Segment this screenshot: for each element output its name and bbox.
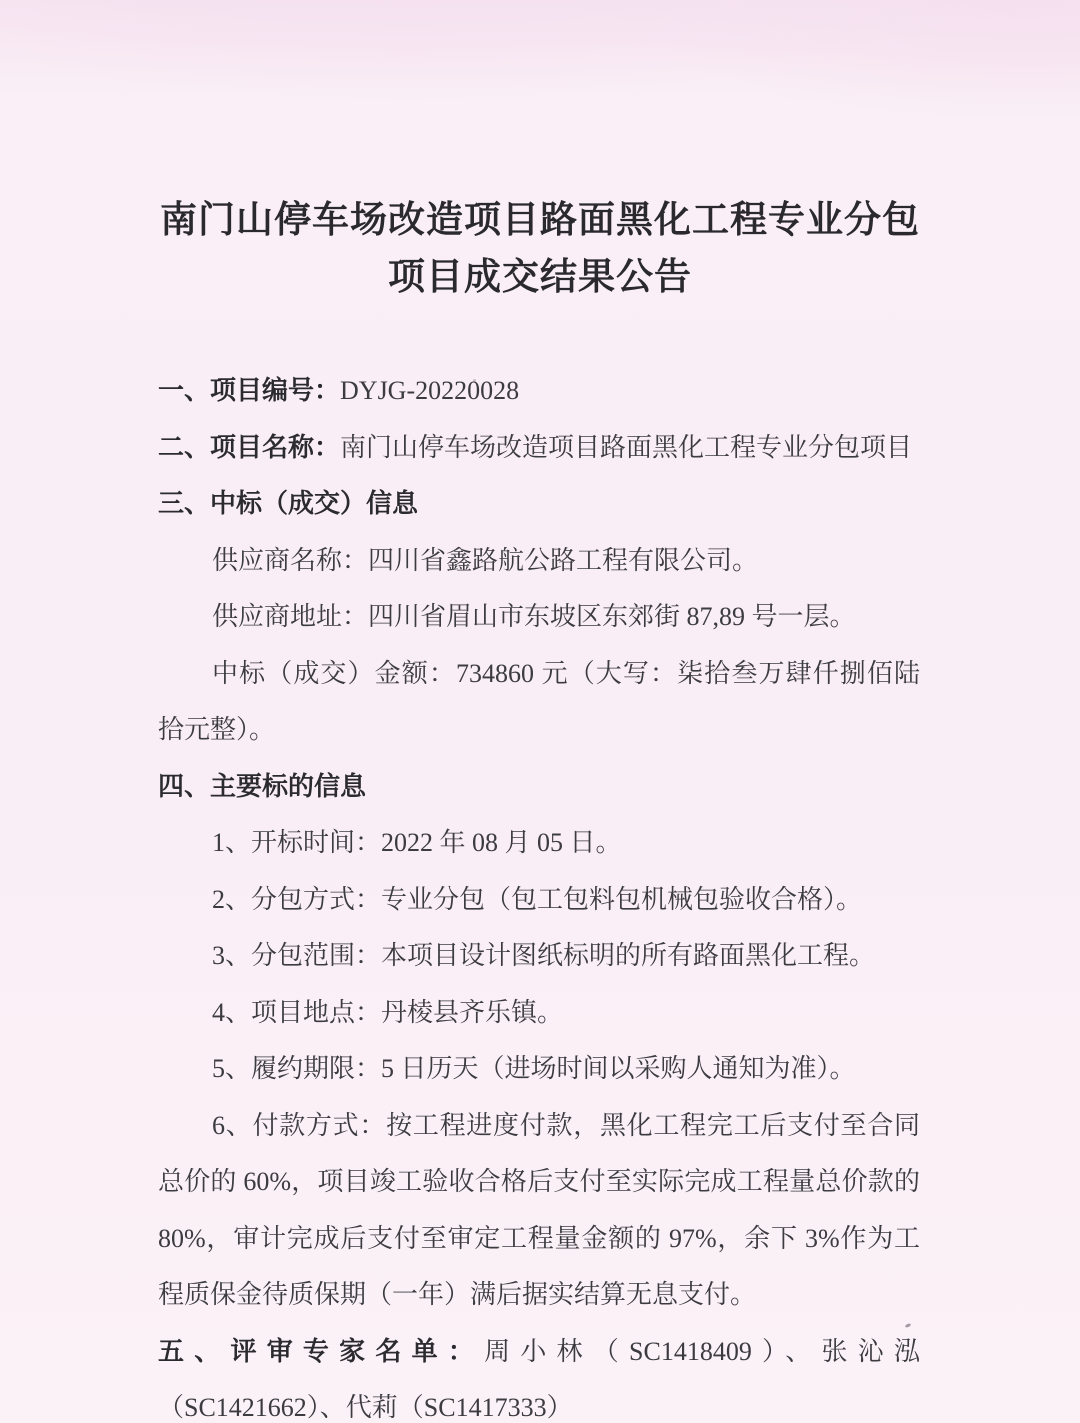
section-subject-info bbox=[158, 759, 920, 816]
section-project-name-value: 南门山停车场改造项目路面黑化工程专业分包项目 bbox=[340, 432, 913, 462]
section-award-info bbox=[158, 476, 920, 533]
section-project-number-label: 一、项目编号： bbox=[158, 376, 341, 405]
para-award-amount-text: 中标（成交）金额：734860 元（大写：柒拾叁万肆仟捌佰陆拾元整）。 bbox=[158, 658, 920, 744]
document-title-line-2: 项目成交结果公告 bbox=[388, 257, 692, 298]
item-performance-period-text: 5、履约期限：5 日历天（进场时间以采购人通知为准）。 bbox=[212, 1054, 856, 1083]
item-bid-opening-time bbox=[158, 815, 920, 872]
document-body bbox=[158, 363, 920, 1423]
item-project-location bbox=[158, 985, 920, 1042]
section-project-number-value: DYJG-20220028 bbox=[340, 376, 520, 405]
scan-speck bbox=[473, 379, 476, 382]
item-subcontract-scope bbox=[158, 928, 920, 985]
para-supplier-name-text: 供应商名称：四川省鑫路航公路工程有限公司。 bbox=[212, 545, 759, 575]
item-subcontract-method bbox=[158, 872, 920, 929]
section-subject-info-label: 四、主要标的信息 bbox=[158, 771, 367, 801]
para-award-amount bbox=[158, 646, 920, 759]
para-supplier-name bbox=[158, 533, 920, 590]
section-project-name-label: 二、项目名称： bbox=[158, 432, 341, 462]
section-project-number bbox=[158, 363, 920, 420]
section-project-name bbox=[158, 420, 920, 477]
item-payment-method-text: 6、付款方式：按工程进度付款，黑化工程完工后支付至合同总价的 60%，项目竣工验收合格后支付至实际完成工程量总价款的 80%，审计完成后支付至审定工程量金额的 97%，余下 3%作为工程质保金待质保期（一年）满后据实结算无息支付。 bbox=[158, 1110, 920, 1309]
para-supplier-address-text: 供应商地址：四川省眉山市东坡区东郊街 87,89 号一层。 bbox=[212, 602, 856, 631]
item-payment-method bbox=[158, 1098, 920, 1324]
document-title-line-1: 南门山停车场改造项目路面黑化工程专业分包 bbox=[160, 200, 920, 241]
section-award-info-label: 三、中标（成交）信息 bbox=[158, 489, 419, 518]
para-supplier-address bbox=[158, 589, 920, 646]
document-title bbox=[0, 0, 1080, 306]
item-project-location-text: 4、项目地点：丹棱县齐乐镇。 bbox=[212, 997, 564, 1027]
item-bid-opening-time-text: 1、开标时间：2022 年 08 月 05 日。 bbox=[212, 828, 622, 857]
section-expert-list bbox=[158, 1324, 920, 1423]
section-expert-list-value: 周小林（SC1418409）、张沁泓（SC1421662）、代莉（SC1417333） bbox=[158, 1336, 920, 1422]
item-performance-period bbox=[158, 1041, 920, 1098]
section-expert-list-label: 五、评审专家名单： bbox=[158, 1336, 485, 1366]
item-subcontract-method-text: 2、分包方式：专业分包（包工包料包机械包验收合格）。 bbox=[212, 884, 863, 914]
item-subcontract-scope-text: 3、分包范围：本项目设计图纸标明的所有路面黑化工程。 bbox=[212, 941, 876, 970]
